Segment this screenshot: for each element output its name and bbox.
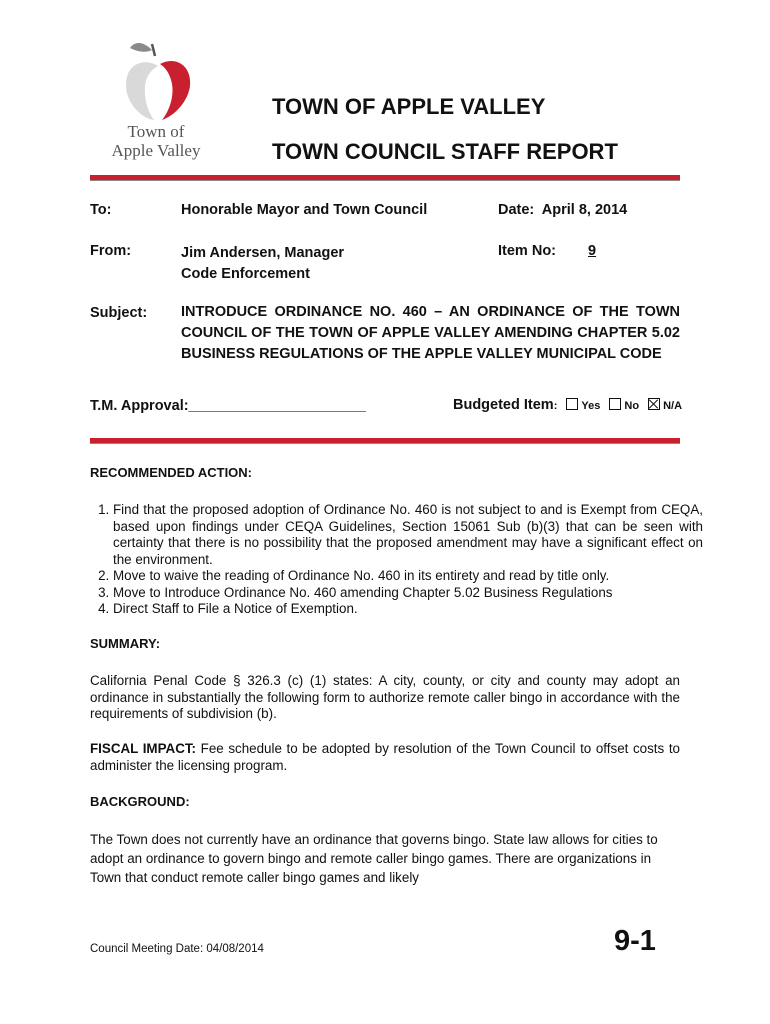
meta-divider (90, 438, 680, 444)
budgeted-yes-checkbox[interactable] (566, 398, 578, 410)
budgeted-yes-label: Yes (581, 400, 601, 412)
to-label: To: (90, 202, 112, 218)
recommended-list (90, 502, 703, 618)
list-item: 1. Find that the proposed adoption of Ordinance No. 460 is not subject to and is Exempt from CEQA, based upon findings under CEQA Guidelines, Section 15061 Sub (b)(3) that can be seen with certainty that there is no possibility that the proposed amendment may have a significant effect on the environment. (113, 502, 703, 568)
meeting-date-footer: Council Meeting Date: 04/08/2014 (90, 943, 264, 955)
item-label: Item No: (498, 243, 556, 259)
subject-label: Subject: (90, 305, 148, 321)
tm-approval-field[interactable]: T.M. Approval:______________________ (90, 398, 366, 414)
date-field (498, 202, 627, 218)
list-item: 2. Move to waive the reading of Ordinance No. 460 in its entirety and read by title only. (113, 568, 703, 585)
from-value: Jim Andersen, Manager Code Enforcement (181, 245, 345, 282)
date-value: April 8, 2014 (541, 202, 628, 218)
list-item: 4. Direct Staff to File a Notice of Exemption. (113, 601, 703, 618)
subject-value: INTRODUCE ORDINANCE NO. 460 – AN ORDINANCE OF THE TOWN COUNCIL OF THE TOWN OF APPLE VALLEY AMENDING CHAPTER 5.02 BUSINESS REGULATIONS OF THE APPLE VALLEY MUNICIPAL CODE (181, 304, 680, 362)
date-label: Date: (498, 202, 535, 218)
fiscal-impact (90, 741, 680, 774)
background-heading: BACKGROUND: (90, 794, 190, 809)
background-text: The Town does not currently have an ordinance that governs bingo. State law allows for cities to adopt an ordinance to govern bingo and remote caller bingo games. There are organizations in Town that conduct remote caller bingo games and likely (90, 832, 658, 885)
fiscal-label: FISCAL IMPACT: (90, 741, 197, 756)
to-value: Honorable Mayor and Town Council (181, 202, 428, 218)
org-title: TOWN OF APPLE VALLEY (272, 94, 546, 119)
budgeted-no-checkbox[interactable] (609, 398, 621, 410)
report-title: TOWN COUNCIL STAFF REPORT (272, 139, 618, 164)
budgeted-no-label: No (624, 400, 640, 412)
summary-text: California Penal Code § 326.3 (c) (1) states: A city, county, or city and county may adopt an ordinance in substantially the following form to authorize remote caller bingo in accordance with the requirements of subdivision (b). (90, 673, 680, 721)
from-label: From: (90, 243, 132, 259)
fiscal-text: Fee schedule to be adopted by resolution of the Town Council to offset costs to administer the licensing program. (90, 741, 680, 773)
page-number: 9-1 (614, 925, 656, 957)
budgeted-label: Budgeted Item (453, 397, 554, 413)
budgeted-na-checkbox[interactable] (648, 398, 660, 410)
item-number: 9 (588, 243, 597, 259)
recommended-heading: RECOMMENDED ACTION: (90, 465, 253, 480)
budgeted-item-field: Budgeted Item: Yes No N/A (453, 397, 683, 413)
budgeted-na-label: N/A (663, 400, 683, 412)
header-divider (90, 175, 680, 181)
logo-wordmark: Town of Apple Valley (111, 122, 201, 160)
summary-heading: SUMMARY: (90, 636, 161, 651)
list-item: 3. Move to Introduce Ordinance No. 460 amending Chapter 5.02 Business Regulations (113, 585, 703, 602)
